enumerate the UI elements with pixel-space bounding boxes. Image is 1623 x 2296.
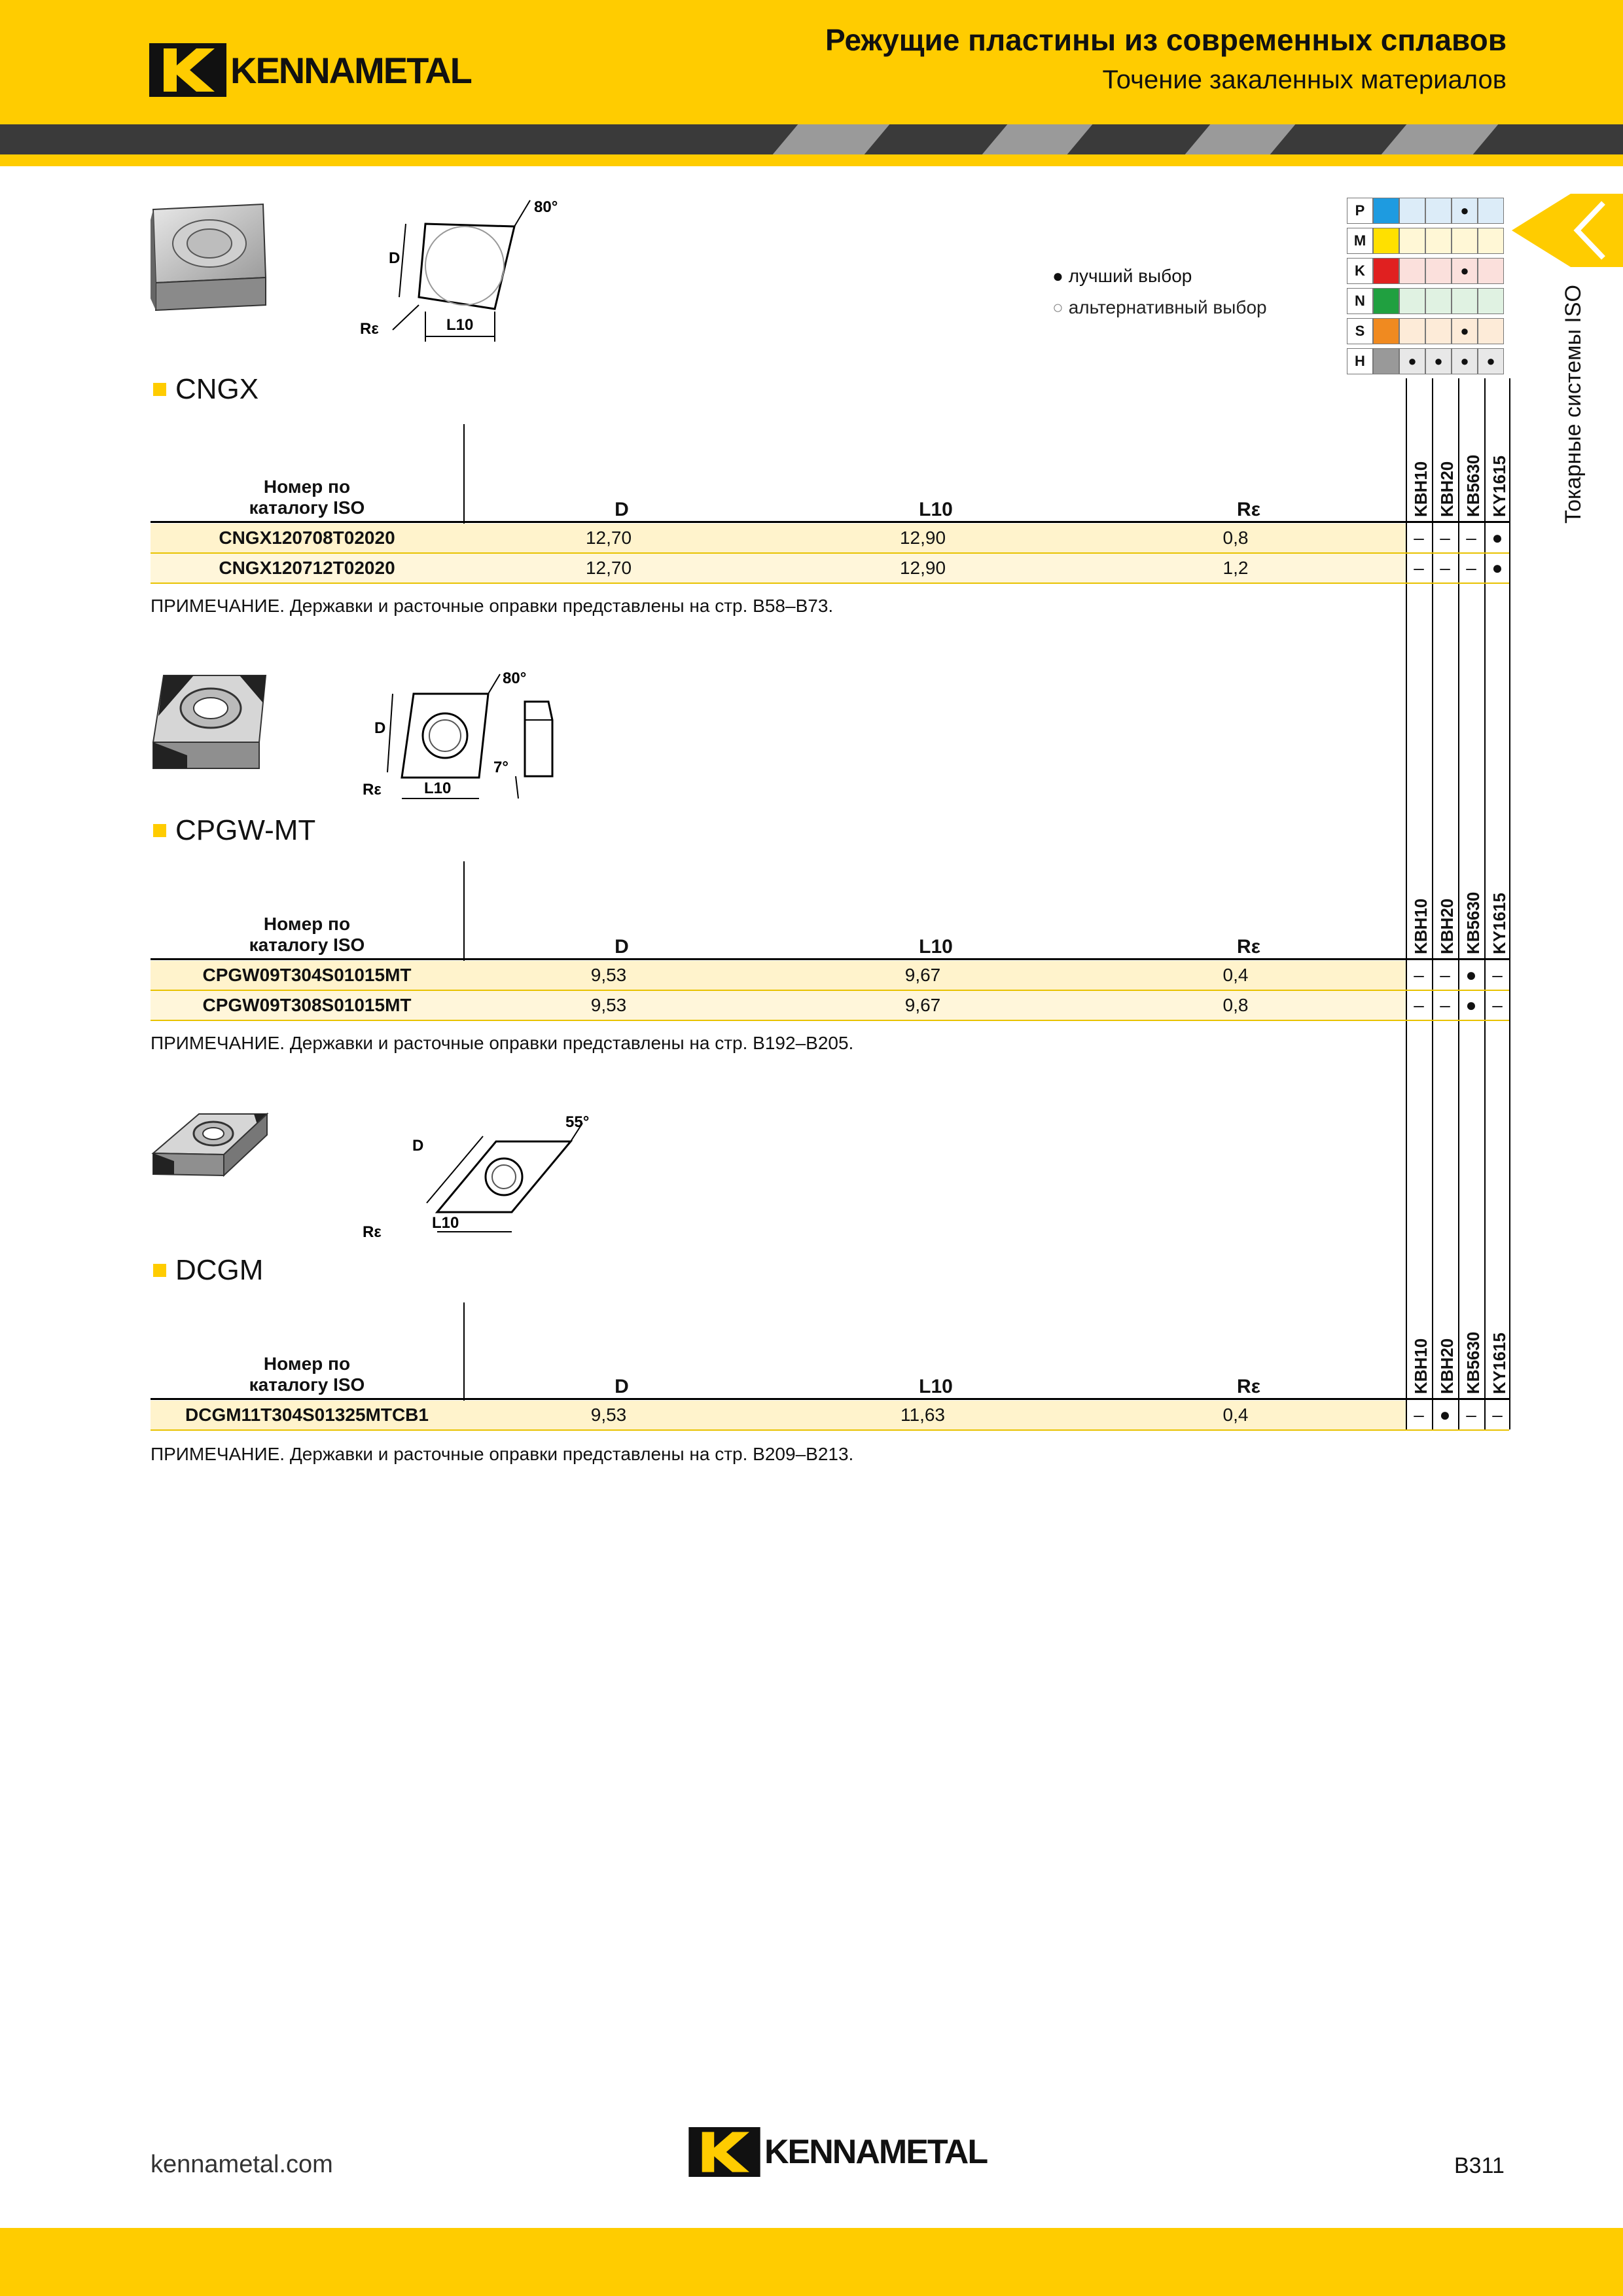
dimension-l10: 12,90 [899, 528, 946, 548]
cngx-insert-image [148, 200, 270, 315]
material-grade-mark: ● [1478, 348, 1504, 374]
material-grade-mark: ● [1425, 348, 1452, 374]
material-code: N [1347, 288, 1373, 314]
section-note: ПРИМЕЧАНИЕ. Державки и расточные оправки представлены на стр. B192–B205. [151, 1033, 854, 1053]
col-header-catalog [151, 476, 463, 518]
material-grade-mark [1452, 288, 1478, 314]
footer-url[interactable]: kennametal.com [151, 2151, 333, 2178]
grade-mark: – [1440, 558, 1450, 578]
dimension-d: 9,53 [590, 1405, 627, 1425]
cpgw-dimension-diagram [359, 668, 581, 818]
dimension-d: 9,53 [590, 965, 627, 985]
table-row [151, 991, 1503, 1020]
kennametal-k-icon [688, 2127, 760, 2177]
grade-mark: – [1466, 528, 1476, 548]
section-title-text: CNGX [175, 373, 259, 405]
col-header-catalog-line1: Номер по [263, 914, 351, 934]
corner-radius: 0,4 [1222, 1405, 1249, 1425]
material-color-swatch [1373, 318, 1399, 344]
kennametal-logo [149, 43, 471, 97]
grade-label: KBH20 [1437, 898, 1457, 954]
col-header-l10: L10 [919, 936, 953, 958]
material-grade-mark: ● [1452, 198, 1478, 224]
material-color-swatch [1373, 258, 1399, 284]
col-header-d: D [615, 499, 629, 520]
material-matrix [1347, 198, 1509, 378]
grade-mark: – [1414, 558, 1424, 578]
grade-mark: ● [1465, 965, 1477, 985]
corner-radius: 1,2 [1222, 558, 1249, 578]
row-rule [151, 1020, 1509, 1021]
material-grade-mark [1425, 228, 1452, 254]
col-header-re: Rε [1237, 499, 1260, 520]
section-marker [153, 1264, 166, 1277]
material-grade-mark [1425, 318, 1452, 344]
material-code: K [1347, 258, 1373, 284]
section-title-cpgw [153, 814, 315, 847]
dimension-l10: 9,67 [904, 995, 941, 1015]
grade-mark: – [1414, 1405, 1424, 1425]
grade-label: KBH10 [1411, 461, 1431, 517]
material-grade-mark [1478, 198, 1504, 224]
dimension-d: 9,53 [590, 995, 627, 1015]
table-row [151, 961, 1503, 990]
catalog-number: CNGX120708T02020 [219, 528, 395, 548]
section-note: ПРИМЕЧАНИЕ. Державки и расточные оправки представлены на стр. B58–B73. [151, 596, 834, 616]
diagram-label-l10: L10 [446, 316, 474, 334]
legend-alt-symbol: ○ [1052, 297, 1063, 317]
material-grade-mark [1452, 228, 1478, 254]
logo-text: KENNAMETAL [764, 2133, 988, 2171]
material-grade-mark [1399, 198, 1425, 224]
material-color-swatch [1373, 348, 1399, 374]
legend-best-symbol: ● [1052, 266, 1063, 286]
section-title-text: CPGW-MT [175, 814, 316, 846]
footer-bar [0, 2228, 1623, 2296]
table-row [151, 554, 1503, 583]
grade-label: KBH20 [1437, 1338, 1457, 1394]
dimension-l10: 11,63 [901, 1405, 945, 1425]
page-subtitle: Точение закаленных материалов [1102, 65, 1507, 94]
corner-radius: 0,4 [1222, 965, 1249, 985]
material-grade-mark [1425, 198, 1452, 224]
header-rule [0, 154, 1623, 166]
col-header-catalog-line1: Номер по [263, 476, 351, 497]
grade-mark: – [1414, 995, 1424, 1015]
legend-alt-label: альтернативный выбор [1068, 297, 1267, 317]
grade-mark: – [1440, 995, 1450, 1015]
side-tab-label: Токарные системы ISO [1561, 285, 1586, 524]
header-stripe [0, 124, 1623, 154]
material-grade-mark [1478, 258, 1504, 284]
grade-label: KB5630 [1463, 1331, 1483, 1394]
catalog-number: DCGM11T304S01325MTCB1 [185, 1405, 429, 1425]
dcgm-insert-image [148, 1109, 272, 1187]
grade-mark: – [1466, 558, 1476, 578]
grade-mark: – [1440, 528, 1450, 548]
section-marker [153, 383, 166, 396]
section-note: ПРИМЕЧАНИЕ. Державки и расточные оправки представлены на стр. B209–B213. [151, 1444, 854, 1464]
material-grade-mark: ● [1399, 348, 1425, 374]
diagram-label-re: Rε [363, 1223, 382, 1241]
grade-mark: – [1492, 995, 1503, 1015]
catalog-number: CNGX120712T02020 [219, 558, 395, 578]
col-header-l10: L10 [919, 1376, 953, 1397]
col-header-d: D [615, 1376, 629, 1397]
cpgw-insert-image [148, 670, 272, 772]
table-row [151, 1401, 1503, 1429]
grade-label: KY1615 [1489, 1333, 1509, 1394]
diagram-label-d: D [389, 249, 401, 267]
material-code: P [1347, 198, 1373, 224]
grade-mark: – [1466, 1405, 1476, 1425]
grade-label: KBH10 [1411, 1338, 1431, 1394]
material-grade-mark [1478, 288, 1504, 314]
table-header-rule [151, 958, 1509, 960]
section-marker [153, 824, 166, 837]
col-header-catalog-line2: каталогу ISO [249, 1374, 365, 1395]
col-header-catalog-line2: каталогу ISO [249, 935, 365, 955]
diagram-label-d: D [412, 1137, 424, 1155]
diagram-label-angle: 55° [565, 1113, 590, 1131]
grade-mark: ● [1491, 558, 1503, 578]
row-rule [151, 1429, 1509, 1431]
section-tab-chevron-icon [1512, 194, 1623, 267]
grade-mark: – [1440, 965, 1450, 985]
dimension-d: 12,70 [585, 558, 632, 578]
grade-mark: – [1414, 965, 1424, 985]
grade-label: KB5630 [1463, 454, 1483, 517]
footer-logo [688, 2127, 987, 2177]
diagram-label-angle: 7° [493, 759, 508, 776]
dimension-l10: 12,90 [899, 558, 946, 578]
material-grade-mark: ● [1452, 258, 1478, 284]
material-color-swatch [1373, 288, 1399, 314]
corner-radius: 0,8 [1222, 995, 1249, 1015]
table-row [151, 524, 1503, 552]
col-header-re: Rε [1237, 1376, 1260, 1397]
page-number: B311 [1454, 2153, 1505, 2178]
material-grade-mark [1399, 318, 1425, 344]
material-grade-mark [1425, 258, 1452, 284]
logo-text: KENNAMETAL [230, 49, 471, 91]
table-header-rule [151, 521, 1509, 523]
diagram-label-l10: L10 [424, 780, 452, 797]
row-rule [151, 583, 1509, 584]
corner-radius: 0,8 [1222, 528, 1249, 548]
grade-mark: – [1492, 965, 1503, 985]
cngx-dimension-diagram [353, 194, 576, 351]
dimension-d: 12,70 [585, 528, 632, 548]
grade-label: KY1615 [1489, 456, 1509, 517]
grade-mark: ● [1491, 528, 1503, 548]
material-grade-mark [1399, 258, 1425, 284]
material-code: S [1347, 318, 1373, 344]
material-grade-mark [1399, 288, 1425, 314]
catalog-number: CPGW09T304S01015MT [202, 965, 412, 985]
legend-best [1052, 266, 1192, 287]
col-header-re: Rε [1237, 936, 1260, 958]
material-grade-mark: ● [1452, 318, 1478, 344]
col-header-catalog-line2: каталогу ISO [249, 497, 365, 518]
material-code: M [1347, 228, 1373, 254]
material-grade-mark [1399, 228, 1425, 254]
legend-best-label: лучший выбор [1068, 266, 1192, 286]
legend-alternative [1052, 297, 1267, 318]
grade-label: KB5630 [1463, 891, 1483, 954]
grade-label: KBH10 [1411, 898, 1431, 954]
col-header-catalog-line1: Номер по [263, 1354, 351, 1374]
diagram-label-re: Rε [363, 781, 382, 798]
section-title-cngx [153, 373, 259, 406]
grade-mark: ● [1439, 1405, 1451, 1425]
col-header-catalog [151, 914, 463, 956]
material-color-swatch [1373, 228, 1399, 254]
grade-mark: ● [1465, 995, 1477, 1015]
page-title: Режущие пластины из современных сплавов [825, 23, 1507, 57]
col-header-catalog [151, 1354, 463, 1395]
diagram-label-l10: L10 [432, 1214, 459, 1232]
material-grade-mark [1478, 228, 1504, 254]
grade-mark: – [1414, 528, 1424, 548]
material-grade-mark: ● [1452, 348, 1478, 374]
diagram-label-angle: 80° [534, 198, 558, 216]
dimension-l10: 9,67 [904, 965, 941, 985]
grade-label: KY1615 [1489, 893, 1509, 954]
section-title-dcgm [153, 1254, 263, 1287]
material-code: H [1347, 348, 1373, 374]
table-header-rule [151, 1398, 1509, 1400]
diagram-label-angle: 80° [503, 670, 527, 687]
dcgm-dimension-diagram [359, 1107, 607, 1245]
diagram-label-d: D [374, 719, 386, 737]
material-grade-mark [1478, 318, 1504, 344]
catalog-number: CPGW09T308S01015MT [202, 995, 412, 1015]
material-grade-mark [1425, 288, 1452, 314]
diagram-label-re: Rε [360, 320, 379, 338]
grade-mark: – [1492, 1405, 1503, 1425]
grade-label: KBH20 [1437, 461, 1457, 517]
kennametal-k-icon [149, 43, 226, 97]
material-color-swatch [1373, 198, 1399, 224]
col-header-l10: L10 [919, 499, 953, 520]
col-header-d: D [615, 936, 629, 958]
section-title-text: DCGM [175, 1254, 264, 1286]
